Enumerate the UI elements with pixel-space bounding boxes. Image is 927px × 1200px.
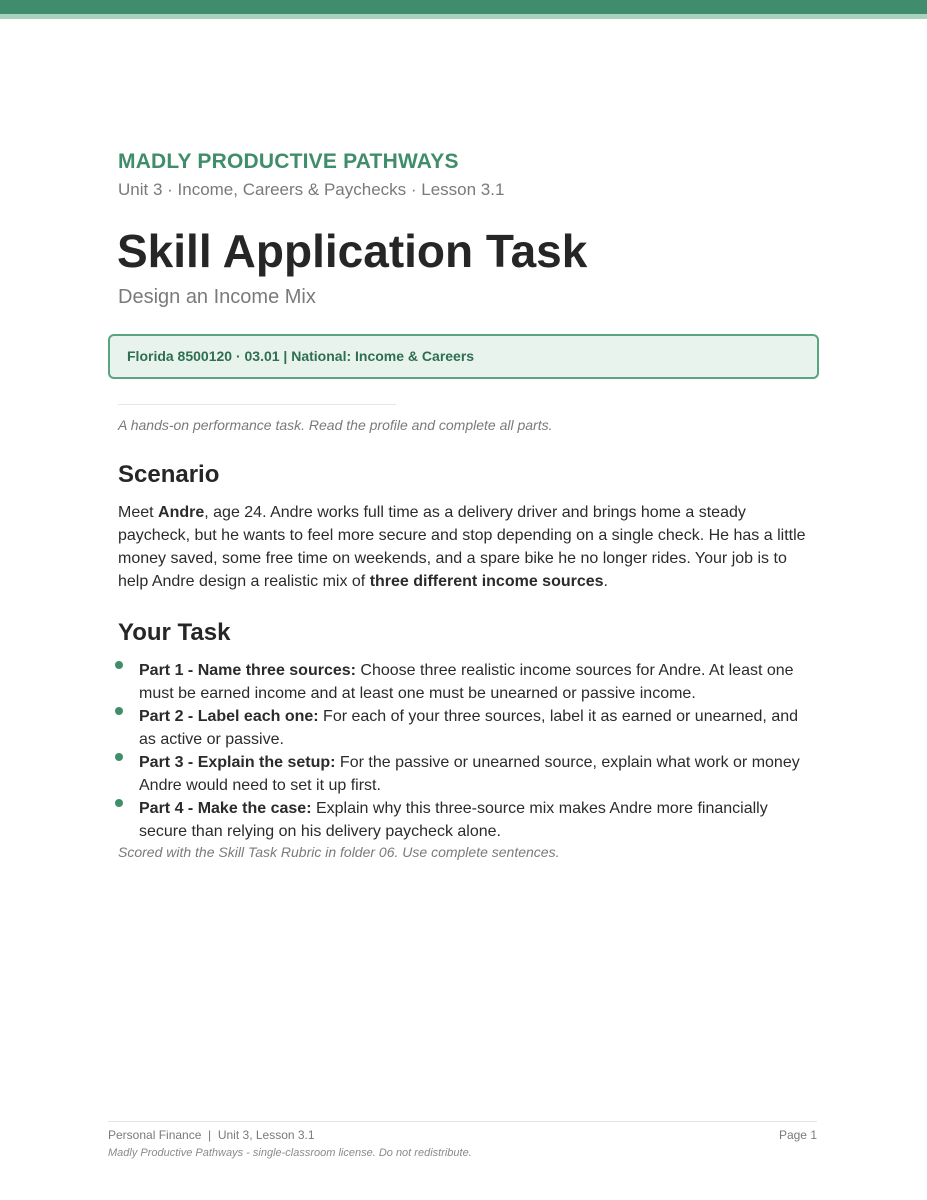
task-item-label: Part 2 - Label each one: [139, 708, 319, 725]
footer-course-info: Personal Finance | Unit 3, Lesson 3.1 [108, 1128, 315, 1142]
scenario-paragraph [118, 501, 818, 593]
scenario-text-part: , age 24. Andre works full time as a delivery driver and brings home a steady paycheck, but he wants to feel more secure and stop depending on a single check. He has a little money saved, some free time on weekends, and a spare bike he no longer rides. Your job is to help Andre design a realistic mix of [118, 504, 806, 590]
scenario-emphasis-bold: three different income sources [369, 573, 604, 590]
page-subtitle: Design an Income Mix [118, 286, 316, 308]
brand-name: MADLY PRODUCTIVE PATHWAYS [118, 150, 459, 173]
standards-box [108, 334, 819, 379]
bullet-dot-icon [115, 753, 123, 761]
footer-page-number: Page 1 [778, 1128, 817, 1142]
page-title: Skill Application Task [117, 225, 588, 277]
scenario-text-part: . [603, 573, 608, 590]
task-item-label: Part 1 - Name three sources: [139, 662, 356, 679]
task-item-text: Explain why this three-source mix makes Andre more financially secure than relying on his delivery paycheck alone. [139, 800, 768, 840]
task-item-part-2 [118, 705, 818, 751]
bullet-dot-icon [115, 799, 123, 807]
task-item-text: For each of your three sources, label it as earned or unearned, and as active or passive. [139, 708, 799, 748]
top-accent-stripe [0, 14, 927, 19]
footer-license: Madly Productive Pathways - single-classroom license. Do not redistribute. [108, 1147, 472, 1159]
footer-divider [108, 1121, 817, 1122]
bullet-dot-icon [115, 707, 123, 715]
bullet-dot-icon [115, 661, 123, 669]
task-item-part-4 [118, 797, 818, 843]
standards-text: Florida 8500120 · 03.01 | National: Income & Careers [127, 348, 475, 364]
task-item-part-3 [118, 751, 818, 797]
intro-note: A hands-on performance task. Read the profile and complete all parts. [118, 417, 553, 433]
task-heading: Your Task [118, 619, 231, 646]
section-divider [118, 404, 396, 405]
scenario-heading: Scenario [118, 461, 220, 488]
task-list [118, 659, 818, 843]
task-item-part-1 [118, 659, 818, 705]
task-item-text: For the passive or unearned source, explain what work or money Andre would need to set it up first. [139, 754, 800, 794]
unit-breadcrumb: Unit 3 · Income, Careers & Paychecks · Lesson 3.1 [118, 180, 505, 199]
task-item-text: Choose three realistic income sources for Andre. At least one must be earned income and at least one must be unearned or passive income. [139, 662, 794, 702]
task-item-label: Part 3 - Explain the setup: [139, 754, 336, 771]
scoring-note: Scored with the Skill Task Rubric in folder 06. Use complete sentences. [118, 844, 560, 860]
top-accent-bar [0, 0, 927, 14]
scenario-text-part: Meet [118, 504, 159, 521]
task-item-label: Part 4 - Make the case: [139, 800, 312, 817]
scenario-name-bold: Andre [158, 504, 205, 521]
